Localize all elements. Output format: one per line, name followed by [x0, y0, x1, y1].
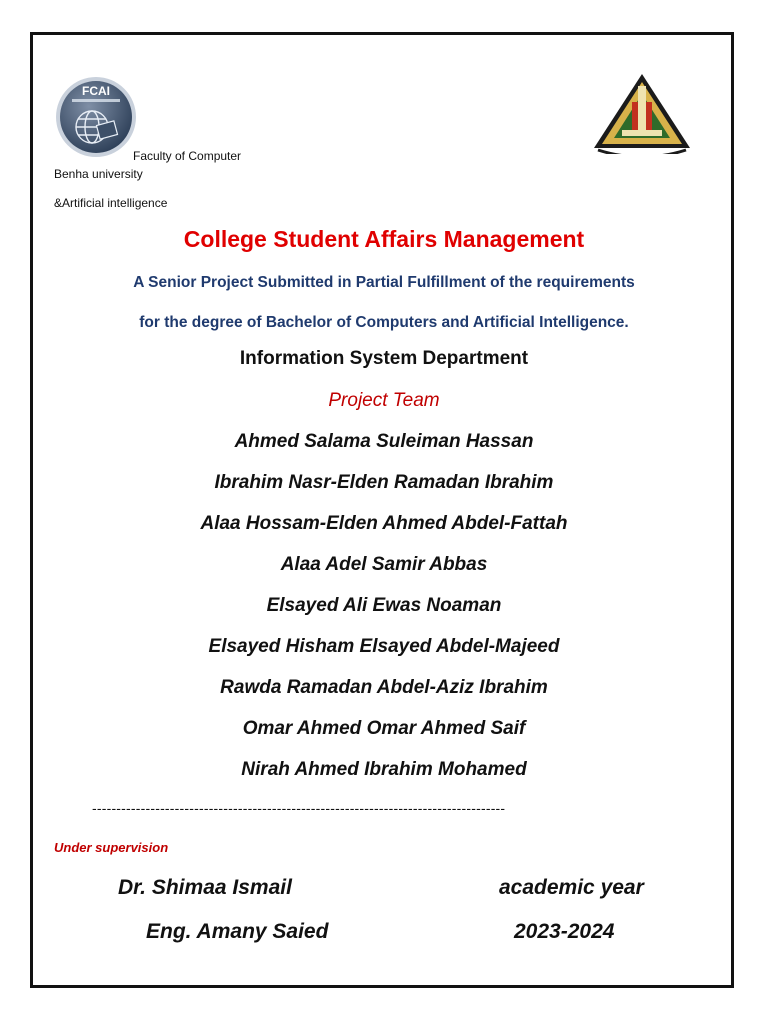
university-name: Benha university: [54, 167, 143, 181]
team-member: Rawda Ramadan Abdel-Aziz Ibrahim: [220, 677, 548, 698]
subtitle-line2: for the degree of Bachelor of Computers and Artificial Intelligence.: [139, 314, 629, 331]
fcai-logo: [54, 75, 138, 159]
project-title: College Student Affairs Management: [183, 226, 585, 252]
logo-text: FCAI: [82, 84, 110, 98]
department: Information System Department: [239, 348, 529, 369]
divider-line: -------------------------------------------------------------------------------------: [92, 800, 506, 816]
faculty-line1: Faculty of Computer: [133, 149, 242, 163]
team-member: Omar Ahmed Omar Ahmed Saif: [242, 718, 526, 739]
team-member: Nirah Ahmed Ibrahim Mohamed: [241, 759, 527, 780]
benha-university-logo: [592, 72, 692, 154]
team-member: Ahmed Salama Suleiman Hassan: [234, 431, 534, 452]
team-member: Ibrahim Nasr-Elden Ramadan Ibrahim: [214, 472, 554, 493]
faculty-line2: &Artificial intelligence: [54, 196, 168, 210]
team-member: Alaa Hossam-Elden Ahmed Abdel-Fattah: [200, 513, 568, 534]
team-member: Elsayed Hisham Elsayed Abdel-Majeed: [208, 636, 560, 657]
academic-year-label: academic year: [499, 876, 644, 899]
supervisor-name: Dr. Shimaa Ismail: [118, 876, 292, 899]
supervision-label: Under supervision: [54, 840, 169, 855]
supervisor-name: Eng. Amany Saied: [146, 920, 329, 943]
team-member: Elsayed Ali Ewas Noaman: [266, 595, 502, 616]
academic-year-value: 2023-2024: [514, 920, 615, 943]
project-team-label: Project Team: [328, 390, 440, 411]
team-member: Alaa Adel Samir Abbas: [280, 554, 488, 575]
subtitle-line1: A Senior Project Submitted in Partial Fulfillment of the requirements: [133, 274, 635, 291]
